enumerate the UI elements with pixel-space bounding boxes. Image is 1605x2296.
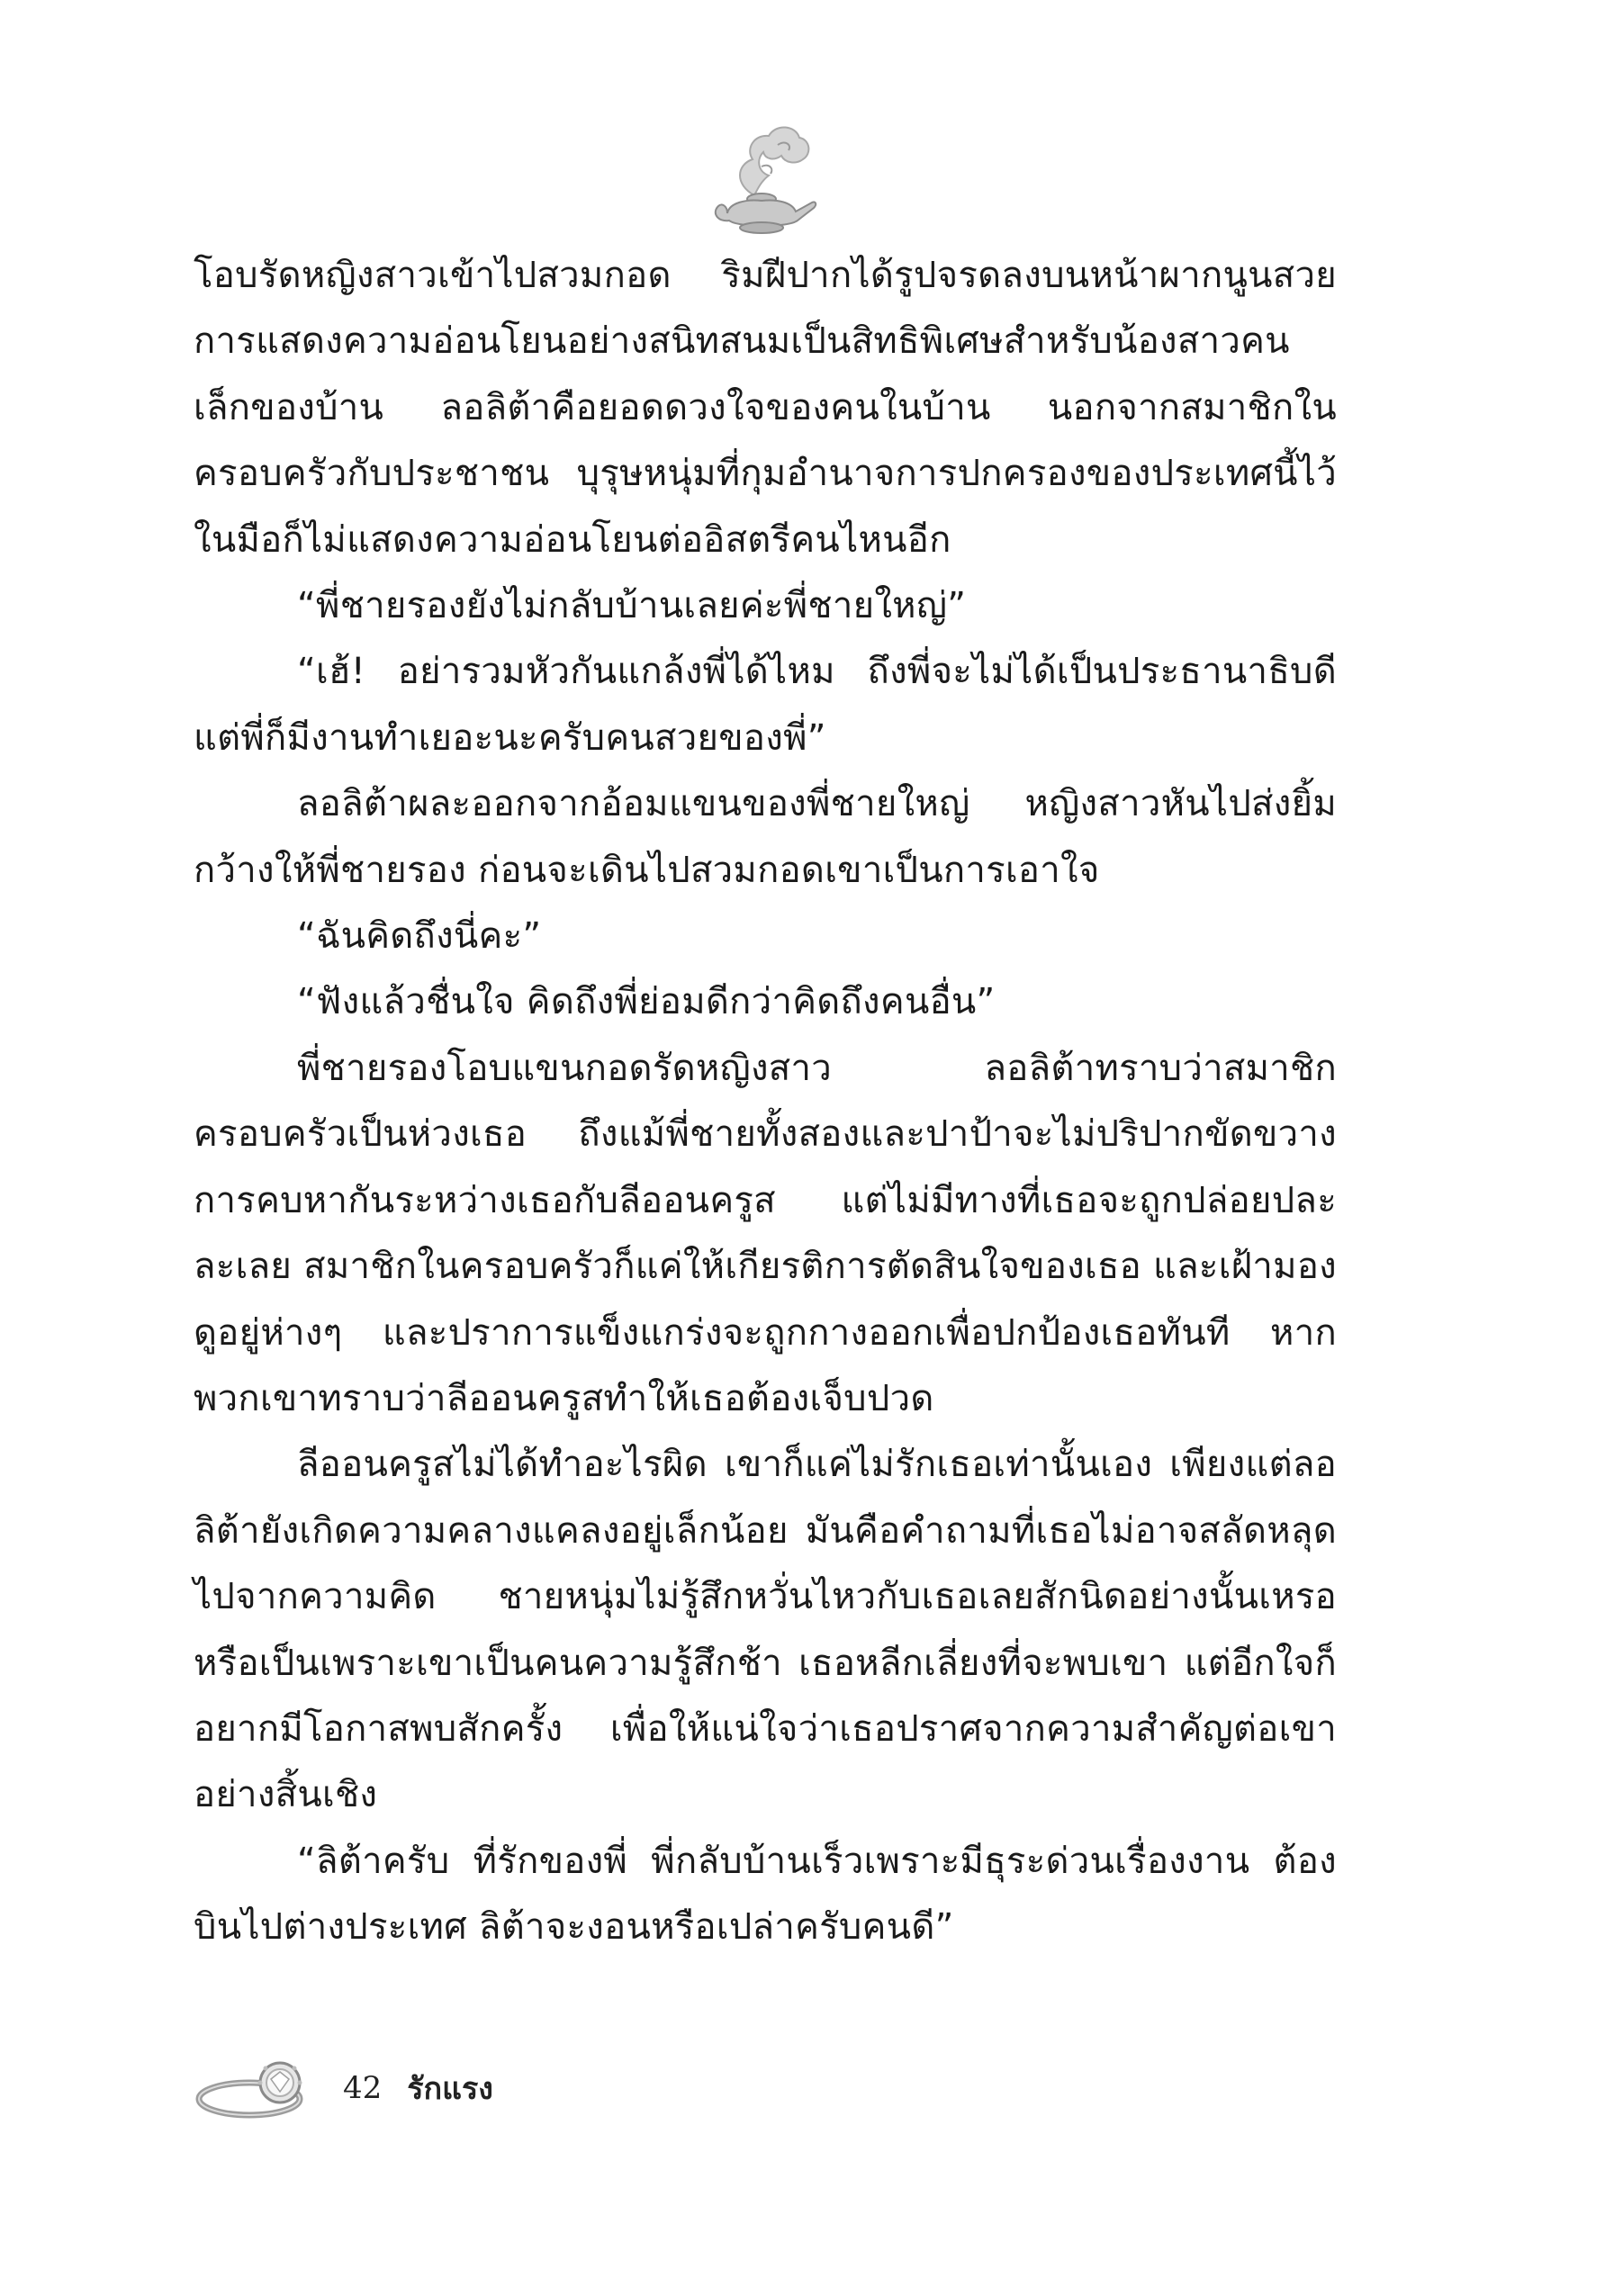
paragraph: “ฟังแล้วชื่นใจ คิดถึงพี่ย่อมดีกว่าคิดถึงคนอื่น” — [297, 981, 996, 1023]
paragraph: “ฉันคิดถึงนี่คะ” — [297, 915, 542, 958]
book-title: รักแรง — [407, 2071, 493, 2107]
genie-lamp-icon — [699, 113, 825, 239]
page-body — [194, 243, 1337, 1961]
paragraph: “เฮ้! อย่ารวมหัวกันแกล้งพี่ได้ไหม ถึงพี่จะไม่ได้เป็นประธานาธิบดีแต่พี่ก็มีงานทำเยอะนะครับคนสวยของพี่” — [194, 651, 1337, 759]
paragraph: ลอลิต้าผละออกจากอ้อมแขนของพี่ชายใหญ่ หญิงสาวหันไปส่งยิ้มกว้างให้พี่ชายรอง ก่อนจะเดินไปสวมกอดเขาเป็นการเอาใจ — [194, 783, 1337, 891]
page-number: 42 — [343, 2070, 383, 2106]
page-footer — [194, 2048, 493, 2129]
paragraph: “ลิต้าครับ ที่รักของพี่ พี่กลับบ้านเร็วเพราะมีธุระด่วนเรื่องงาน ต้องบินไปต่างประเทศ ลิต้าจะงอนหรือเปล่าครับคนดี” — [194, 1840, 1337, 1949]
paragraph: พี่ชายรองโอบแขนกอดรัดหญิงสาว ลอลิต้าทราบว่าสมาชิกครอบครัวเป็นห่วงเธอ ถึงแม้พี่ชายทั้งสองและปาป้าจะไม่ปริปากขัดขวางการคบหากันระหว่างเธอกับลีออนครูส แต่ไม่มีทางที่เธอจะถูกปล่อยปละละเลย สมาชิกในครอบครัวก็แค่ให้เกียรติการตัดสินใจของเธอ และเฝ้ามองดูอยู่ห่างๆ และปราการแข็งแกร่งจะถูกกางออกเพื่อปกป้องเธอทันที หากพวกเขาทราบว่าลีออนครูสทำให้เธอต้องเจ็บปวด — [194, 1047, 1337, 1419]
paragraph: โอบรัดหญิงสาวเข้าไปสวมกอด ริมฝีปากได้รูปจรดลงบนหน้าผากนูนสวย การแสดงความอ่อนโยนอย่างสนิทสนมเป็นสิทธิพิเศษสำหรับน้องสาวคนเล็กของบ้าน ลอลิต้าคือยอดดวงใจของคนในบ้าน นอกจากสมาชิกในครอบครัวกับประชาชน บุรุษหนุ่มที่กุมอำนาจการปกครองของประเทศนี้ไว้ในมือก็ไม่แสดงความอ่อนโยนต่ออิสตรีคนไหนอีก — [194, 255, 1337, 561]
paragraph: “พี่ชายรองยังไม่กลับบ้านเลยค่ะพี่ชายใหญ่” — [297, 585, 967, 627]
diamond-ring-icon — [194, 2052, 320, 2124]
paragraph: ลีออนครูสไม่ได้ทำอะไรผิด เขาก็แค่ไม่รักเธอเท่านั้นเอง เพียงแต่ลอลิต้ายังเกิดความคลางแคลงอยู่เล็กน้อย มันคือคำถามที่เธอไม่อาจสลัดหลุดไปจากความคิด ชายหนุ่มไม่รู้สึกหวั่นไหวกับเธอเลยสักนิดอย่างนั้นเหรอ หรือเป็นเพราะเขาเป็นคนความรู้สึกช้า เธอหลีกเลี่ยงที่จะพบเขา แต่อีกใจก็อยากมีโอกาสพบสักครั้ง เพื่อให้แน่ใจว่าเธอปราศจากความสำคัญต่อเขาอย่างสิ้นเชิง — [194, 1444, 1337, 1816]
